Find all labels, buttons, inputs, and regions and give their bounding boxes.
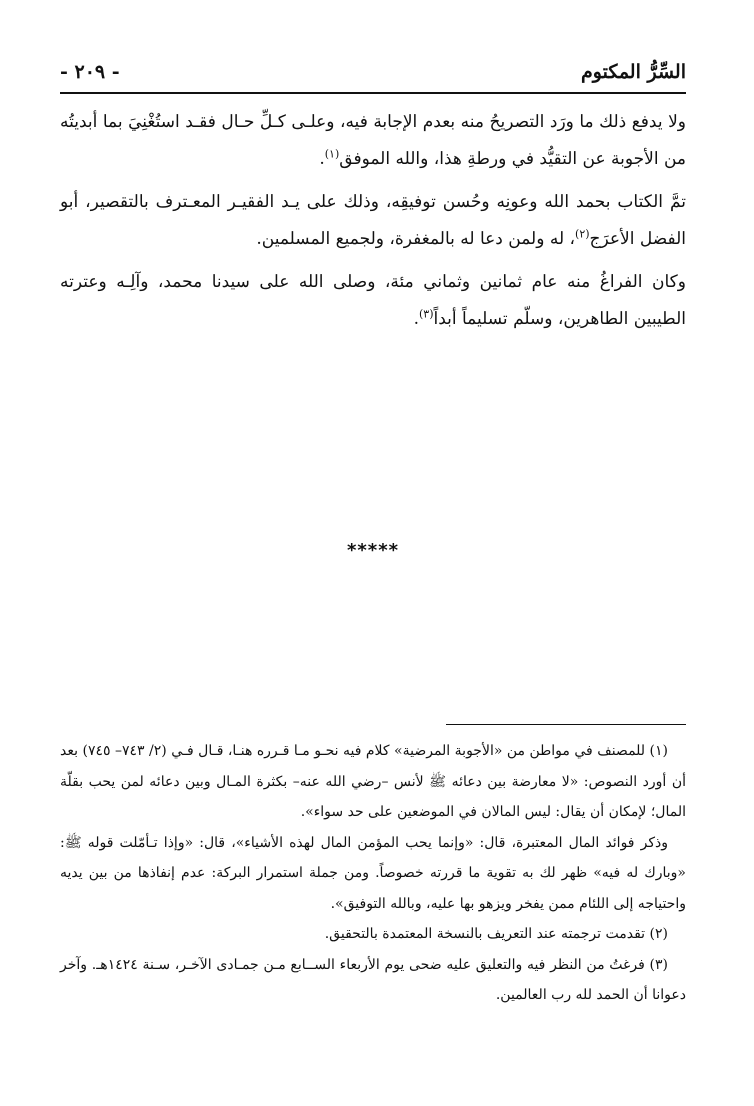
paragraph-text: وكان الفراغُ منه عام ثمانين وثماني مئة، وصلى الله على سيدنا محمد، وآلِـه وعترته الطيبين الطاهرين، وسلّم تسليماً أبداً xyxy=(60,272,686,329)
section-separator: ***** xyxy=(346,540,400,561)
paragraph-text: تمَّ الكتاب بحمد الله وعونِه وحُسن توفيقِه، وذلك على يـد الفقيـر المعـترف بالتقصير، أبو الفضل الأعرَج xyxy=(60,192,686,249)
footnote-ref: (١) xyxy=(324,147,340,161)
footnote-ref: (٣) xyxy=(418,307,434,321)
footnote-divider xyxy=(446,724,686,725)
book-title: السِّرُّ المكتوم xyxy=(581,61,686,83)
footnotes xyxy=(60,736,686,1011)
paragraph xyxy=(60,264,686,338)
footnote: وذكر فوائد المال المعتبرة، قال: «وإنما يحب المؤمن المال لهذه الأشياء»، قال: «وإذا تـأمّلت قوله ﷺ: «وبارك له فيه» ظهر لك به تقوية ما قررته خصوصاً. ومن جملة استمرار البركة: عدم إنفاذها من بين يديه واحتياجه إلى اللئام ممن يفخر ويزهو بها عليه، وبالله التوفيق». xyxy=(60,834,686,912)
book-page xyxy=(60,52,686,1082)
main-text xyxy=(60,104,686,344)
footnote: (٢) تقدمت ترجمته عند التعريف بالنسخة المعتمدة بالتحقيق. xyxy=(324,926,668,942)
footnote-ref: (٢) xyxy=(575,227,590,241)
paragraph-tail: ، له ولمن دعا له بالمغفرة، ولجميع المسلمين. xyxy=(256,229,576,249)
footnote: (٣) فرغتُ من النظر فيه والتعليق عليه ضحى يوم الأربعاء الســابع مـن جمـادى الآخـر، سـنة ١٤٢٤هـ. وآخر دعوانا أن الحمد لله رب العالمين. xyxy=(60,956,686,1003)
page-number: - ٢٠٩ - xyxy=(60,61,120,83)
running-header xyxy=(60,52,686,94)
paragraph-tail: . xyxy=(413,309,419,329)
footnote: (١) للمصنف في مواطن من «الأجوبة المرضية» كلام فيه نحـو مـا قـرره هنـا، قـال فـي (٢/ ٧٤٣– ٧٤٥) بعد أن أورد النصوص: «لا معارضة بين دعائه ﷺ لأنس –رضي الله عنه– بكثرة المـال وبين دعائه لمن يحب بقلّة المال؛ لإمكان أن يقال: ليس المالان في الموضعين على حد سواء». xyxy=(60,743,686,820)
paragraph-text: ولا يدفع ذلك ما ورَد التصريحُ منه بعدم الإجابة فيه، وعلـى كـلِّ حـال فقـد استُغْنِيَ بما أبديتُه من الأجوبة عن التقيُّد في ورطةِ هذا، والله الموفق xyxy=(60,112,686,169)
paragraph xyxy=(60,104,686,178)
paragraph xyxy=(60,184,686,258)
paragraph-tail: . xyxy=(319,149,325,169)
